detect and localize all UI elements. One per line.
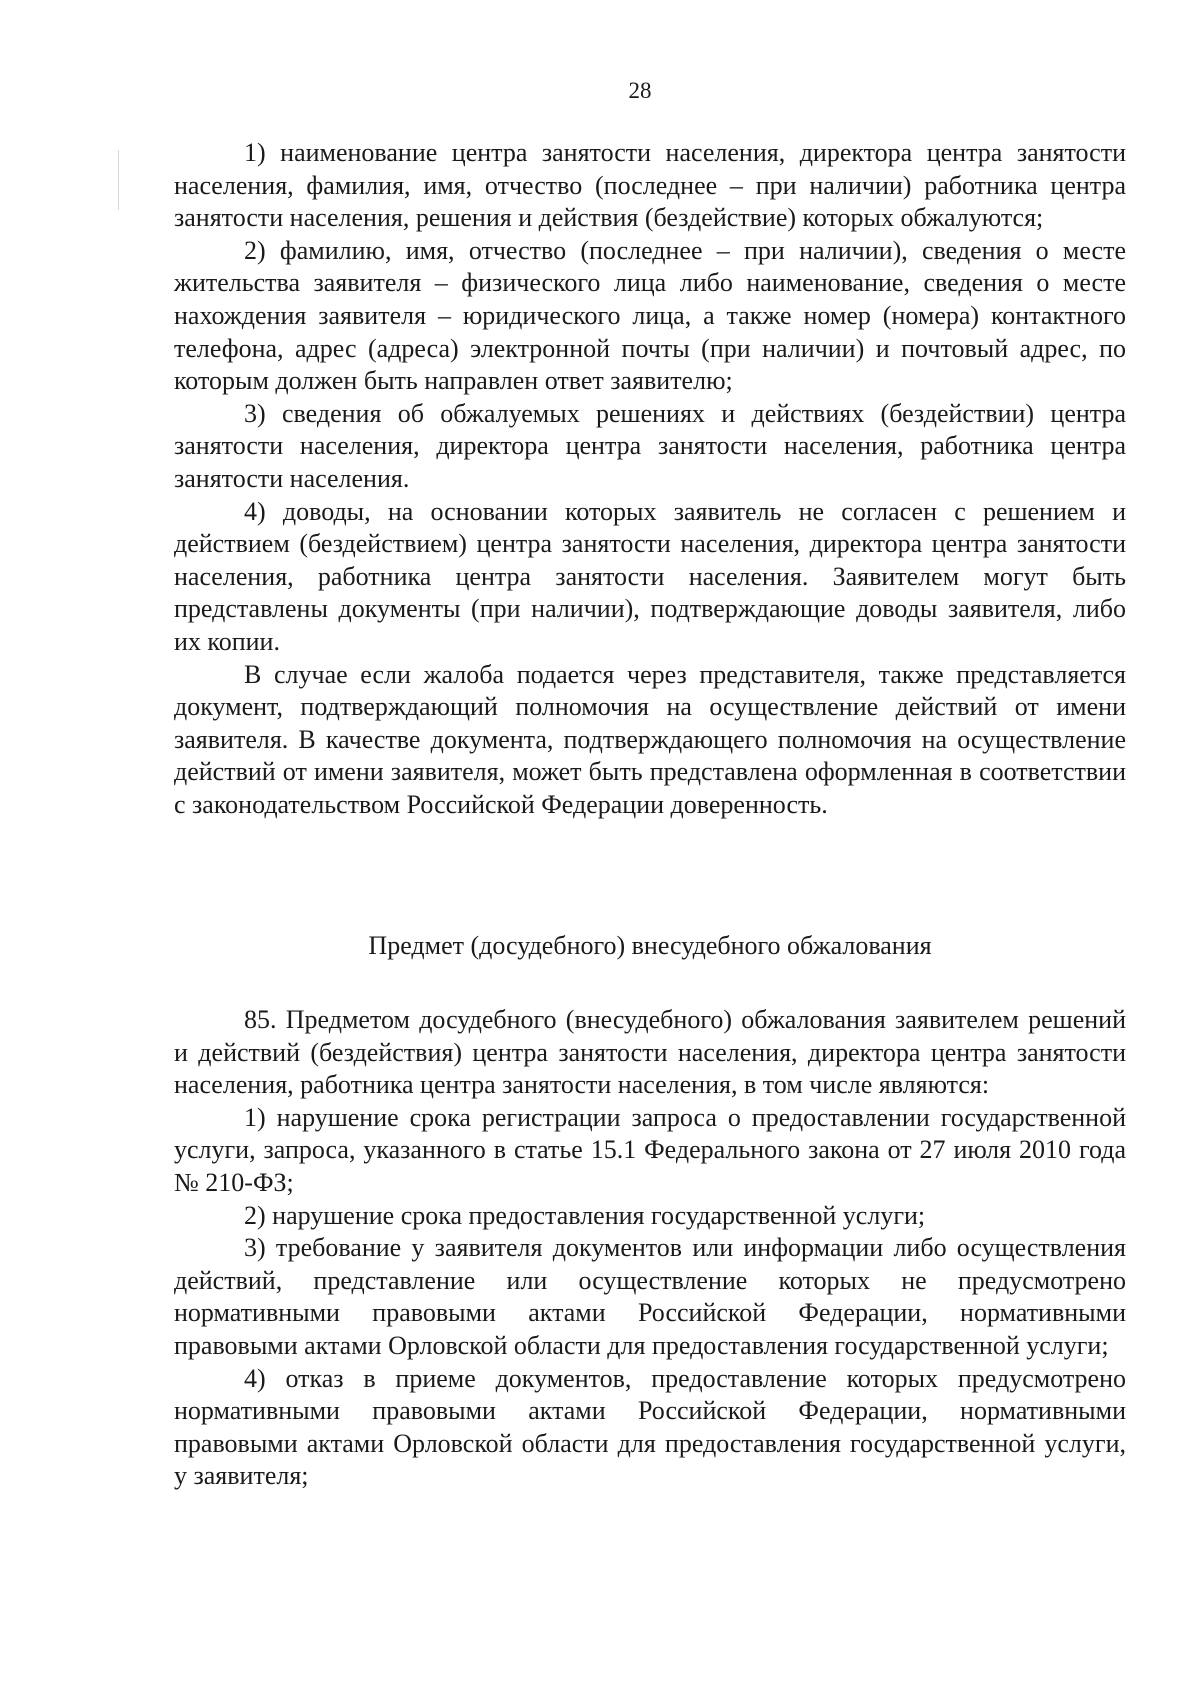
text-block-bottom bbox=[174, 1004, 1126, 1493]
list-item-1-subject: 1) наименование центра занятости населения, директора центра занятости населения, фамилия, имя, отчество (последнее – при наличии) работника центра занятости населения, решения и действия (бездействие) которых обжалуются; bbox=[174, 138, 1126, 233]
list-item-3-decisions: 3) сведения об обжалуемых решениях и действиях (бездействии) центра занятости населения, директора центра занятости населения, работника центра занятости населения. bbox=[174, 398, 1126, 493]
paragraph-representative: В случае если жалоба подается через представителя, также представляется документ, подтверждающий полномочия на осуществление действий от имени заявителя. В качестве документа, подтверждающего полномочия на осуществление действий от имени заявителя, может быть представлена оформленная в соответствии с законодательством Российской Федерации доверенность. bbox=[174, 659, 1126, 819]
page-number: 28 bbox=[628, 78, 652, 103]
paragraph-85: 85. Предметом досудебного (внесудебного) обжалования заявителем решений и действий (бездействия) центра занятости населения, директора центра занятости населения, работника центра занятости населения, в том числе являются: bbox=[174, 1005, 1126, 1100]
scan-margin-mark bbox=[118, 150, 119, 210]
list-item-2-deadline: 2) нарушение срока предоставления государственной услуги; bbox=[244, 1200, 926, 1230]
list-item-3-requirement: 3) требование у заявителя документов или информации либо осуществления действий, представление или осуществление которых не предусмотрено нормативными правовыми актами Российской Федерации, нормативными правовыми актами Орловской области для предоставления государственной услуги; bbox=[174, 1233, 1126, 1360]
list-item-2-applicant-info: 2) фамилию, имя, отчество (последнее – при наличии), сведения о месте жительства заявителя – физического лица либо наименование, сведения о месте нахождения заявителя – юридического лица, а также номер (номера) контактного телефона, адрес (адреса) электронной почты (при наличии) и почтовый адрес, по которым должен быть направлен ответ заявителю; bbox=[174, 235, 1126, 396]
section-heading: Предмет (досудебного) внесудебного обжалования bbox=[368, 931, 932, 960]
list-item-1-registration: 1) нарушение срока регистрации запроса о предоставлении государственной услуги, запроса, указанного в статье 15.1 Федерального закона от 27 июля 2010 года № 210-ФЗ; bbox=[174, 1102, 1126, 1197]
list-item-4-arguments: 4) доводы, на основании которых заявитель не согласен с решением и действием (бездействием) центра занятости населения, директора центра занятости населения, работника центра занятости населения. Заявителем могут быть представлены документы (при наличии), подтверждающие доводы заявителя, либо их копии. bbox=[174, 496, 1126, 656]
list-item-4-refusal: 4) отказ в приеме документов, предоставление которых предусмотрено нормативными правовыми актами Российской Федерации, нормативными правовыми актами Орловской области для предоставления государственной услуги, у заявителя; bbox=[174, 1363, 1126, 1491]
text-block-top bbox=[174, 137, 1126, 821]
